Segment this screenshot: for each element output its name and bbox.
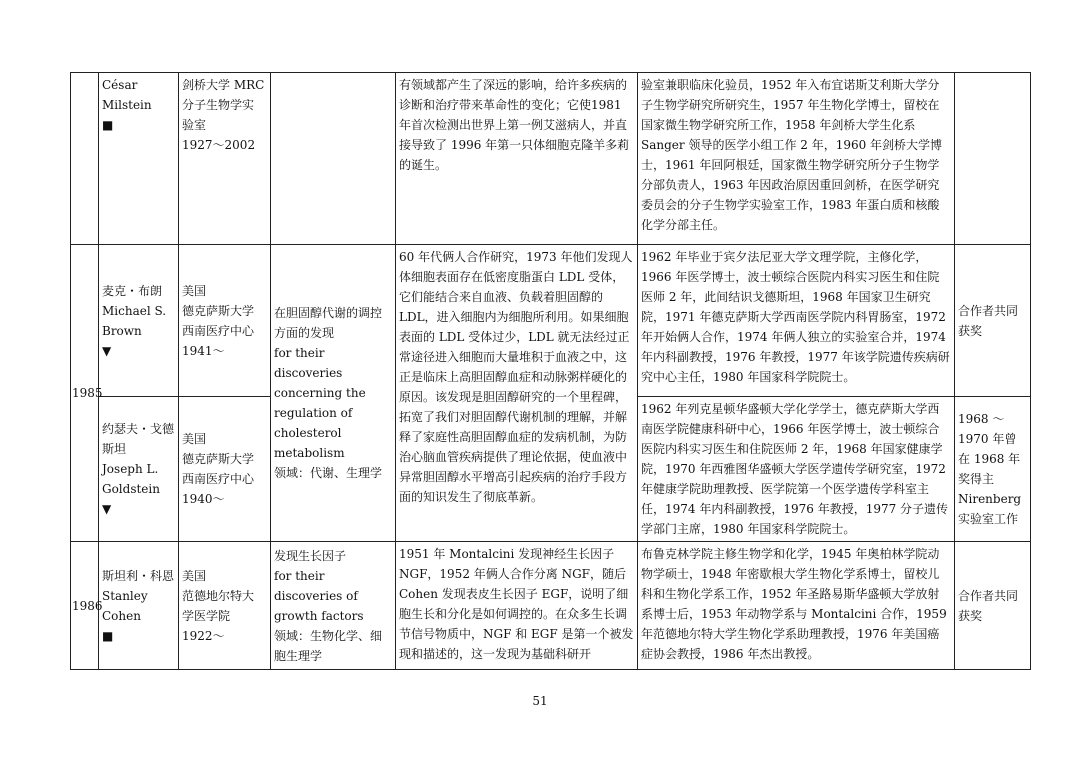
institution-line: 美国	[182, 283, 207, 298]
notes-cell: 合作者共同获奖	[955, 542, 1031, 670]
institution-line: 西南医疗中心	[182, 323, 255, 338]
institution-line: 1922～	[182, 628, 225, 643]
institution-cell	[179, 542, 271, 670]
notes-cell: 合作者共同获奖	[955, 245, 1031, 397]
discovery-line: 领域：生物化学、细	[274, 628, 383, 643]
name-line: Michael S.	[102, 303, 167, 318]
institution-cell	[179, 245, 271, 397]
laureate-name	[102, 75, 175, 115]
laureate-name-cell	[99, 542, 179, 670]
name-line: Stanley Cohen	[102, 588, 148, 623]
discovery-line: for their discoveries of	[274, 568, 358, 603]
discovery-line: concerning the	[274, 386, 366, 400]
year-cell: 1986	[71, 542, 99, 670]
name-line: Brown	[102, 323, 142, 338]
laureate-symbol-square: ■	[102, 118, 114, 132]
discovery-line: 方面的发现	[274, 326, 335, 340]
institution-line: 德克萨斯大学	[182, 303, 255, 318]
institution-line: 验室	[182, 118, 207, 132]
institution-line: 范德地尔特大	[182, 588, 255, 603]
laureate-symbol-square: ■	[102, 628, 114, 643]
significance-cell: 有领域都产生了深远的影响，给许多疾病的诊断和治疗带来革命性的变化；它使1981 年首次检测出世界上第一例艾滋病人，并直接导致了 1996 年第一只体细胞克隆羊多莉的诞生。	[396, 73, 638, 245]
name-line: César Milstein	[102, 78, 152, 112]
biography-cell: 验室兼职临床化验员，1952 年入布宜诺斯艾利斯大学分子生物学研究所研究生，1957 年生物化学博士，留校在国家微生物学研究所工作，1958 年剑桥大学生化系Sanger 领导的医学小组工作 2 年，1960 年剑桥大学博士，1961 年回阿根廷，国家微生物学研究所分子生物学分部负责人，1963 年因政治原因重回剑桥，在医学研究委员会的分子生物学实验室工作，1983 年蛋白质和核酸化学分部主任。	[638, 73, 955, 245]
table-row-cohen	[71, 542, 1031, 670]
institution-line: 1940～	[182, 492, 225, 506]
discovery-cell	[271, 73, 396, 245]
page-number: 51	[532, 694, 548, 708]
institution-line: 美国	[182, 432, 207, 446]
significance-cell: 60 年代俩人合作研究，1973 年他们发现人体细胞表面存在低密度脂蛋白 LDL 受体，它们能结合来自血液、负载着胆固醇的LDL，进入细胞内为细胞所利用。如果细胞表面的 LDL 受体过少，LDL 就无法经过正常途径进入细胞而大量堆积于血液之中，这正是临床上高胆固醇血症和动脉粥样硬化的原因。该发现是胆固醇研究的一个里程碑，拓宽了我们对胆固醇代谢机制的理解，并解释了家庭性高胆固醇血症的发病机制，为防治心脑血管疾病提供了理论依据，使血液中异常胆固醇水平增高引起疾病的治疗手段方面的知识发生了彻底革新。	[396, 245, 638, 542]
discovery-line: 在胆固醇代谢的调控	[274, 306, 383, 320]
laureate-name	[102, 419, 175, 499]
discovery-line: 领域：代谢、生理学	[274, 466, 383, 480]
notes-cell: 1968 ～ 1970 年曾在 1968 年奖得主 Nirenberg 实验室工作	[955, 397, 1031, 542]
name-line: 麦克・布朗	[102, 283, 163, 298]
institution-line: 分子生物学实	[182, 98, 255, 112]
name-line: Goldstein	[102, 482, 160, 496]
discovery-line: regulation of cholesterol	[274, 406, 353, 440]
discovery-line: 胞生理学	[274, 648, 323, 663]
nobel-laureate-table	[70, 72, 1031, 670]
discovery-line: growth factors	[274, 608, 364, 623]
laureate-symbol-triangle: ▼	[102, 343, 112, 358]
institution-cell	[179, 397, 271, 542]
institution-line: 1941～	[182, 343, 225, 358]
discovery-line: metabolism	[274, 446, 345, 460]
table-row-milstein	[71, 73, 1031, 245]
name-line: 斯坦利・科恩	[102, 568, 175, 583]
institution-line: 1927～2002	[182, 138, 256, 152]
institution-line: 剑桥大学 MRC	[182, 78, 265, 92]
institution-line: 美国	[182, 568, 207, 583]
institution-line: 德克萨斯大学	[182, 452, 255, 466]
institution-line: 学医学院	[182, 608, 231, 623]
laureate-name-cell	[99, 397, 179, 542]
laureate-name	[102, 281, 175, 341]
laureate-name-cell	[99, 245, 179, 397]
biography-cell: 布鲁克林学院主修生物学和化学，1945 年奥柏林学院动物学硕士，1948 年密歇根大学生物化学系博士，留校儿科和生物化学系工作，1952 年圣路易斯华盛顿大学放射系博士后，1953 年动物学系与 Montalcini 合作，1959 年范德地尔特大学生物化学系助理教授，1976 年美国癌症协会教授，1986 年杰出教授。	[638, 542, 955, 670]
biography-cell: 1962 年毕业于宾夕法尼亚大学文理学院，主修化学，1966 年医学博士，波士顿综合医院内科实习医生和住院医师 2 年，此间结识戈德斯坦，1968 年国家卫生研究院，1971 年德克萨斯大学西南医学院内科胃肠室，1972 年开始俩人合作，1974 年俩人独立的实验室合并，1974 年内科副教授，1976 年教授，1977 年该学院遗传疾病研究中心主任，1980 年国家科学院院士。	[638, 245, 955, 397]
name-line: 斯坦	[102, 442, 127, 456]
discovery-line: for their discoveries	[274, 346, 343, 380]
discovery-cell	[271, 245, 396, 542]
laureate-name-cell	[99, 73, 179, 245]
year-cell	[71, 73, 99, 245]
year-cell: 1985	[71, 245, 99, 542]
discovery-cell	[271, 542, 396, 670]
laureate-symbol-triangle: ▼	[102, 502, 112, 516]
laureate-name	[102, 566, 175, 626]
biography-cell: 1962 年列克星顿华盛顿大学化学学士，德克萨斯大学西南医学院健康科研中心，1966 年医学博士，波士顿综合医院内科实习医生和住院医师 2 年，1968 年国家健康学院，1970 年西雅图华盛顿大学医学遗传学研究室，1972 年健康学院助理教授、医学院第一个医学遗传学科室主任，1974 年内科副教授，1976 年教授，1977 分子遗传学部门主席，1980 年国家科学院院士。	[638, 397, 955, 542]
notes-cell	[955, 73, 1031, 245]
institution-line: 西南医疗中心	[182, 472, 255, 486]
discovery-line: 发现生长因子	[274, 548, 347, 563]
significance-cell: 1951 年 Montalcini 发现神经生长因子 NGF，1952 年俩人合作分离 NGF，随后Cohen 发现表皮生长因子 EGF，说明了细胞生长和分化是如何调控的。在众多生长调节信号物质中，NGF 和 EGF 是第一个被发现和描述的，这一发现为基础科研开	[396, 542, 638, 670]
institution-cell	[179, 73, 271, 245]
name-line: Joseph L.	[102, 462, 159, 476]
table-row-brown	[71, 245, 1031, 397]
name-line: 约瑟夫・戈德	[102, 422, 175, 436]
